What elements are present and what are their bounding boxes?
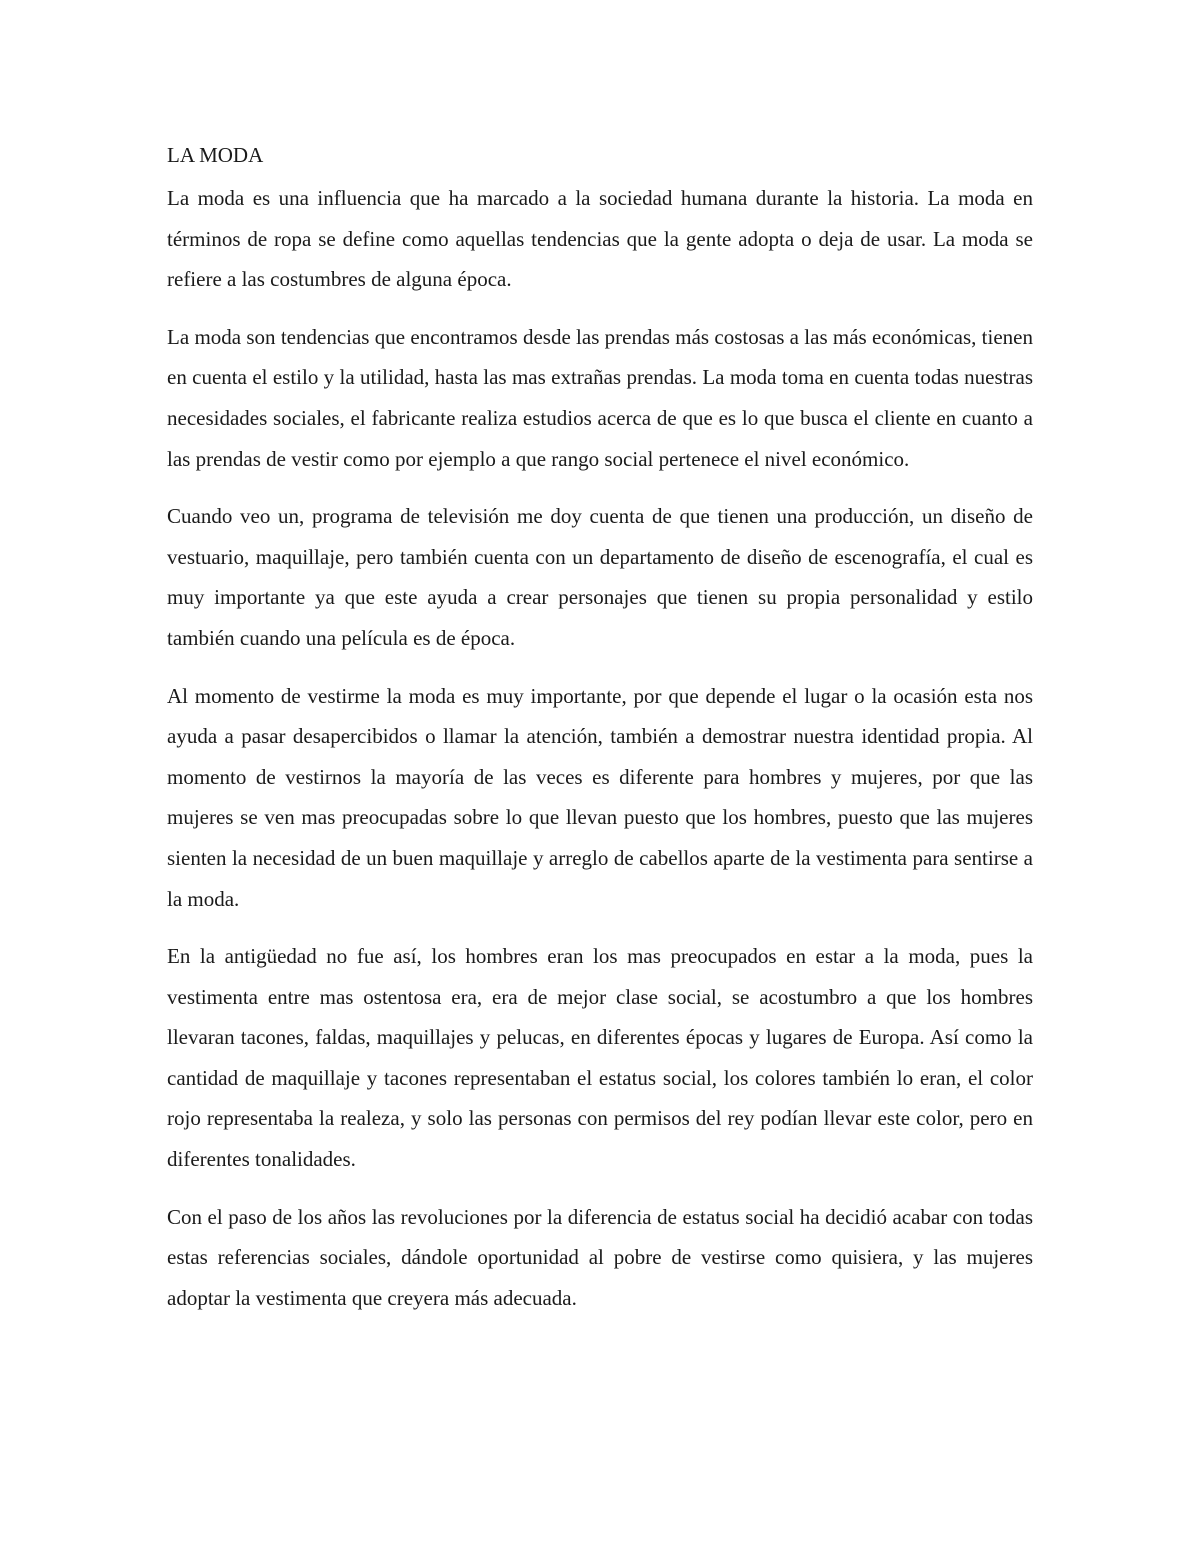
paragraph-5: En la antigüedad no fue así, los hombres eran los mas preocupados en estar a la moda, pues la vestimenta entre mas ostentosa era, era de mejor clase social, se acostumbro a que los hombres llevaran tacones, faldas, maquillajes y pelucas, en diferentes épocas y lugares de Europa. Así como la cantidad de maquillaje y tacones representaban el estatus social, los colores también lo eran, el color rojo representaba la realeza, y solo las personas con permisos del rey podían llevar este color, pero en diferentes tonalidades. — [167, 944, 1033, 1172]
document-body — [167, 139, 1033, 1318]
paragraph-4: Al momento de vestirme la moda es muy importante, por que depende el lugar o la ocasión esta nos ayuda a pasar desapercibidos o llamar la atención, también a demostrar nuestra identidad propia. Al momento de vestirnos la mayoría de las veces es diferente para hombres y mujeres, por que las mujeres se ven mas preocupadas sobre lo que llevan puesto que los hombres, puesto que las mujeres sienten la necesidad de un buen maquillaje y arreglo de cabellos aparte de la vestimenta para sentirse a la moda. — [167, 683, 1033, 911]
document-title: LA MODA — [167, 143, 264, 167]
paragraph-3: Cuando veo un, programa de televisión me doy cuenta de que tienen una producción, un diseño de vestuario, maquillaje, pero también cuenta con un departamento de diseño de escenografía, el cual es muy importante ya que este ayuda a crear personajes que tienen su propia personalidad y estilo también cuando una película es de época. — [167, 504, 1033, 650]
paragraph-2: La moda son tendencias que encontramos desde las prendas más costosas a las más económicas, tienen en cuenta el estilo y la utilidad, hasta las mas extrañas prendas. La moda toma en cuenta todas nuestras necesidades sociales, el fabricante realiza estudios acerca de que es lo que busca el cliente en cuanto a las prendas de vestir como por ejemplo a que rango social pertenece el nivel económico. — [167, 324, 1033, 471]
paragraph-6: Con el paso de los años las revoluciones por la diferencia de estatus social ha decidió acabar con todas estas referencias sociales, dándole oportunidad al pobre de vestirse como quisiera, y las mujeres adoptar la vestimenta que creyera más adecuada. — [167, 1204, 1033, 1310]
paragraph-1: La moda es una influencia que ha marcado a la sociedad humana durante la historia. La moda en términos de ropa se define como aquellas tendencias que la gente adopta o deja de usar. La moda se refiere a las costumbres de alguna época. — [167, 186, 1033, 292]
